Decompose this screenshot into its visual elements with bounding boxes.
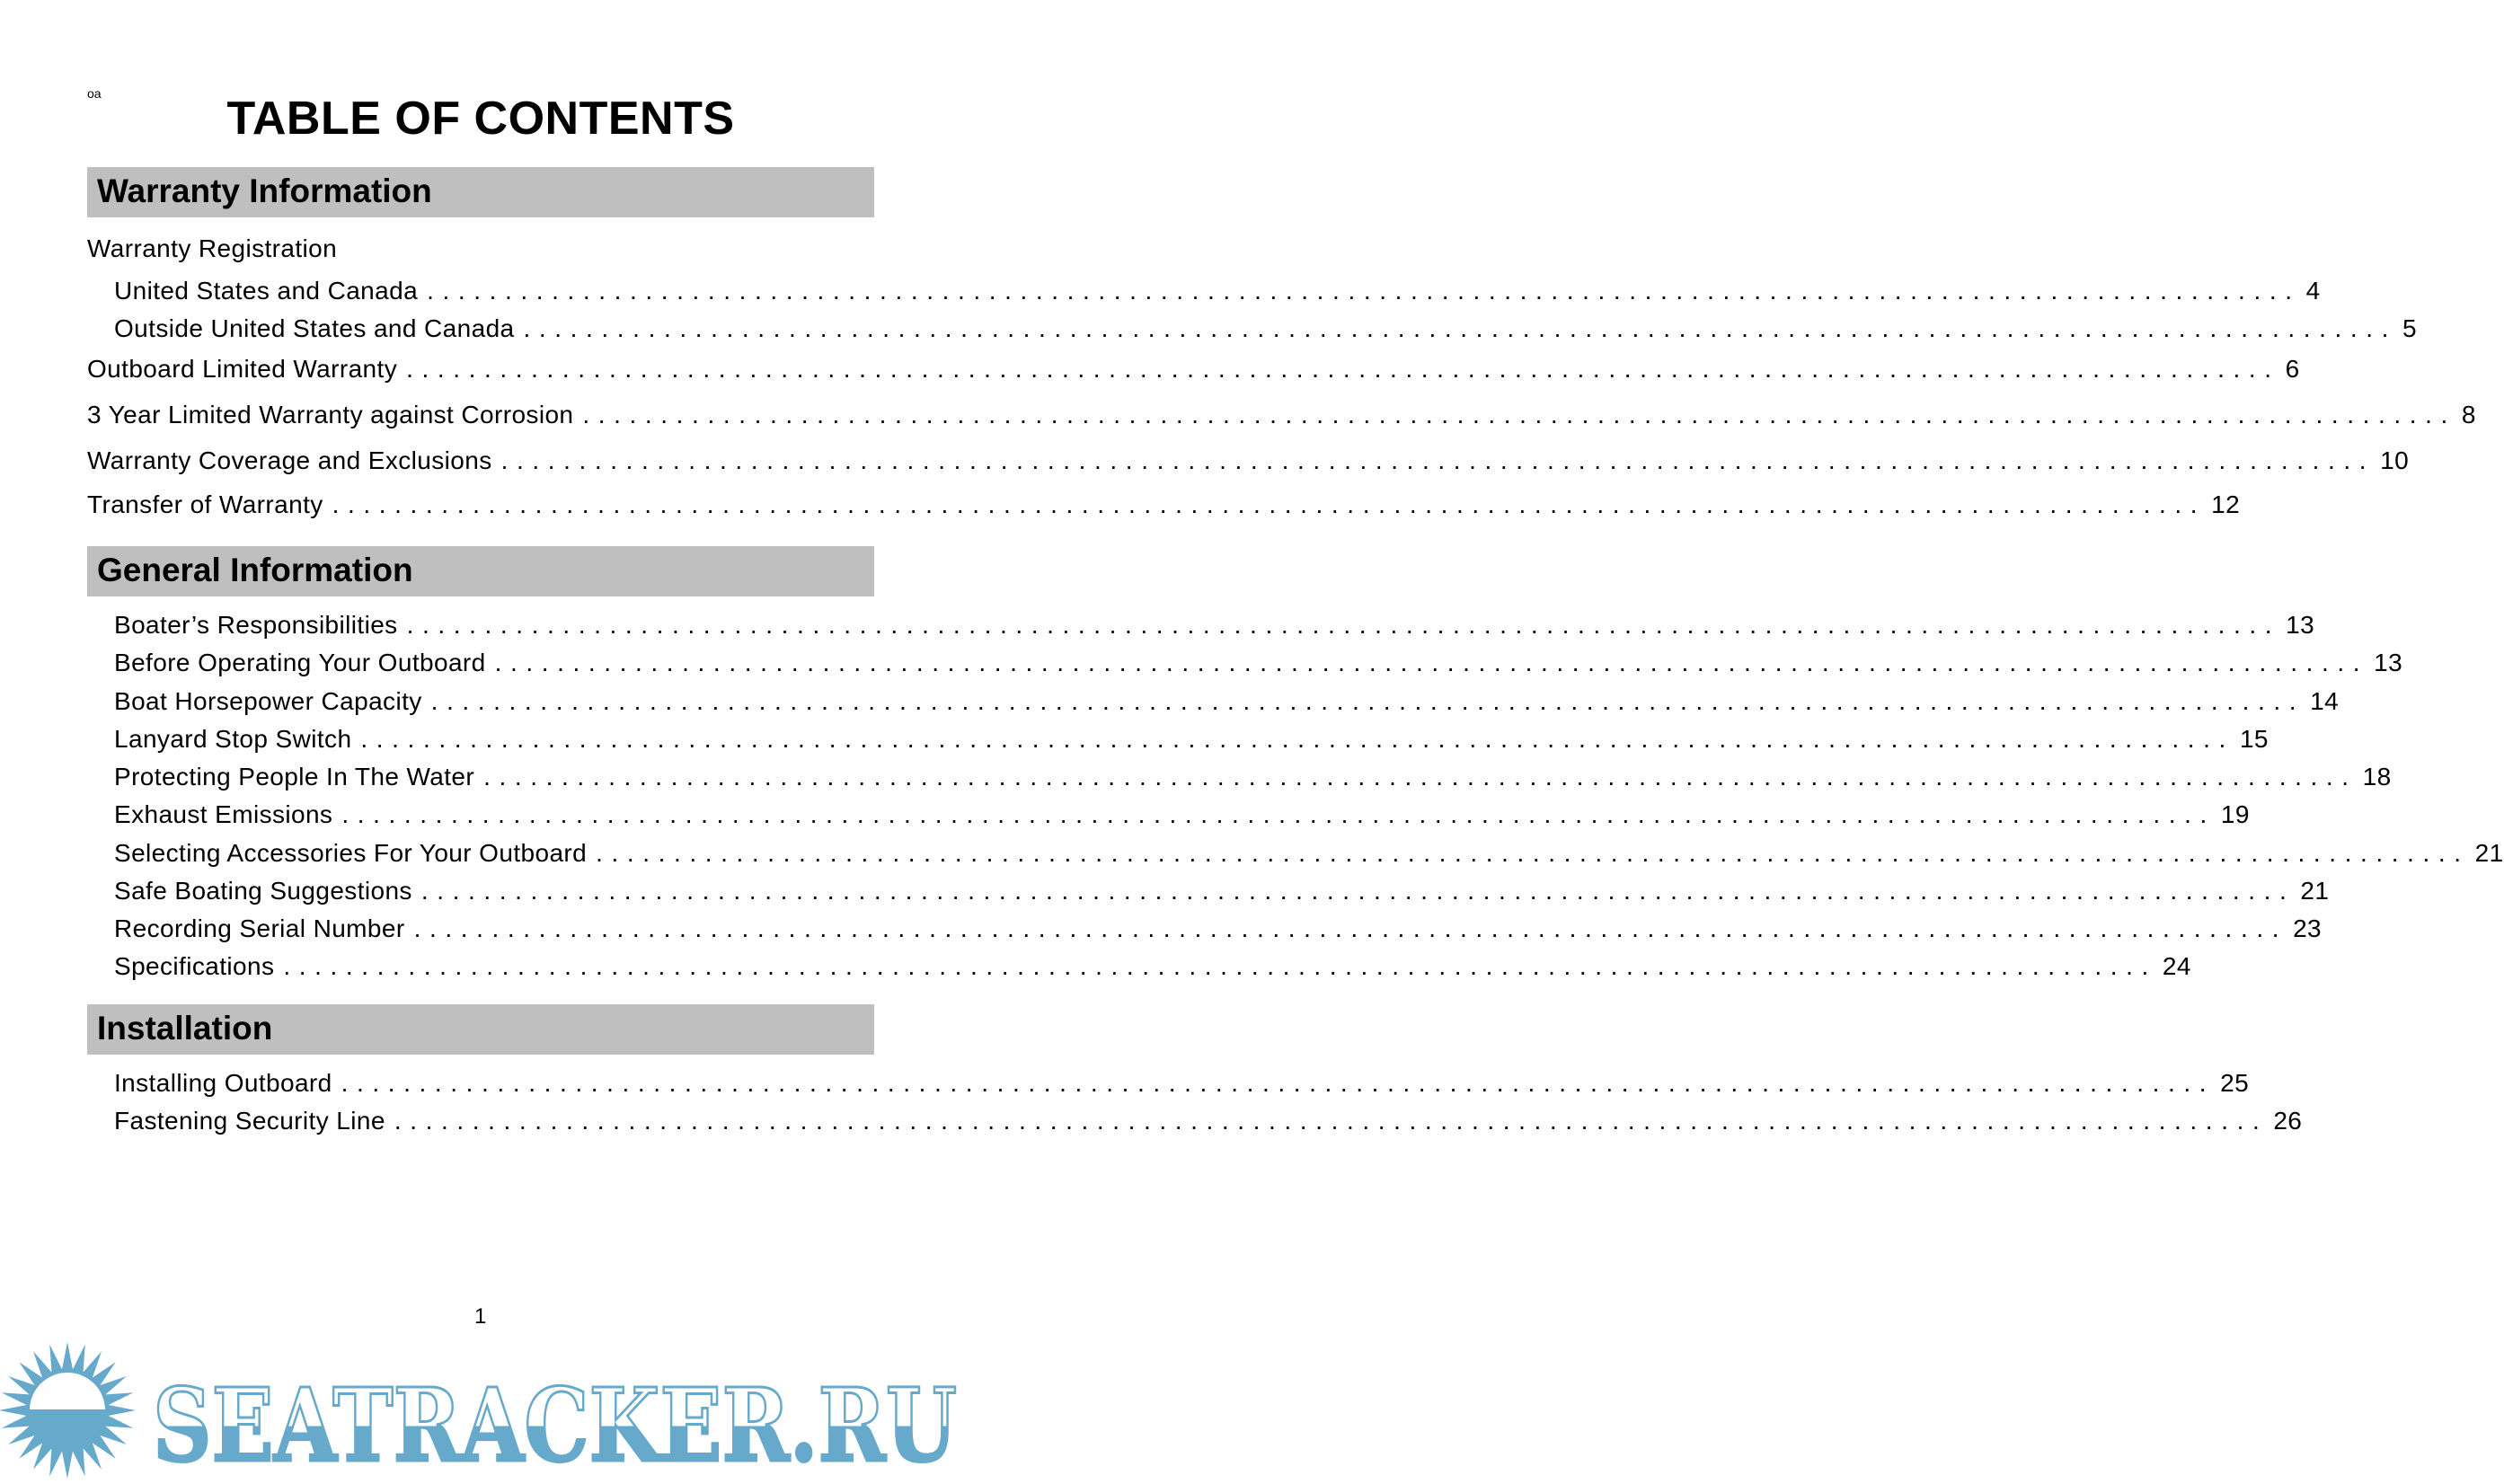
toc-entry[interactable]	[87, 446, 2410, 476]
dot-leader: ........................................................................................................................	[430, 687, 2305, 715]
dot-leader: ........................................................................................................................	[500, 446, 2376, 474]
toc-entry-label: Outside United States and Canada	[114, 314, 515, 342]
dot-leader: ........................................................................................................................	[427, 277, 2301, 305]
toc-entry-page: 24	[2162, 952, 2191, 980]
toc-entry-label: Protecting People In The Water	[114, 763, 475, 791]
toc-entry[interactable]	[114, 762, 2392, 792]
dot-leader: ........................................................................................................................	[332, 490, 2207, 518]
page-number: 1	[474, 1304, 487, 1329]
toc-entry-label: 3 Year Limited Warranty against Corrosion	[87, 401, 574, 428]
toc-entry-label: Specifications	[114, 952, 275, 980]
dot-leader: ........................................................................................................................	[494, 649, 2369, 676]
section-header	[87, 1004, 874, 1055]
dot-leader: ........................................................................................................................	[413, 914, 2288, 942]
toc-entry-page: 13	[2374, 649, 2403, 676]
toc-entry[interactable]	[87, 400, 2476, 430]
toc-entry-label: Lanyard Stop Switch	[114, 725, 352, 753]
toc-entry[interactable]	[114, 1068, 2250, 1099]
toc-entry-label: Outboard Limited Warranty	[87, 355, 398, 383]
toc-entry[interactable]	[114, 876, 2330, 906]
toc-entry-label: Transfer of Warranty	[87, 490, 323, 518]
dot-leader: ........................................................................................................................	[406, 611, 2281, 639]
page-title: TABLE OF CONTENTS	[226, 93, 735, 145]
toc-entry[interactable]	[114, 951, 2191, 982]
toc-entry-label: Exhaust Emissions	[114, 800, 333, 828]
toc-entry-label: Boat Horsepower Capacity	[114, 687, 422, 715]
toc-entry-page: 21	[2300, 877, 2330, 905]
section-header	[87, 546, 874, 596]
toc-entry-label: Before Operating Your Outboard	[114, 649, 486, 676]
dot-leader: ........................................................................................................................	[283, 952, 2157, 980]
toc-entry-page: 14	[2310, 687, 2340, 715]
toc-entry-label: Recording Serial Number	[114, 914, 405, 942]
dot-leader: ........................................................................................................................	[394, 1107, 2269, 1135]
toc-entry-page: 12	[2211, 490, 2241, 518]
toc-entry-page: 15	[2239, 725, 2269, 753]
toc-entry-page: 6	[2285, 355, 2300, 383]
toc-entry[interactable]	[114, 1106, 2303, 1136]
section-heading: Warranty Information	[97, 172, 432, 209]
toc-entry-page: 25	[2220, 1069, 2250, 1097]
dot-leader: ........................................................................................................................	[420, 877, 2296, 905]
toc-entry[interactable]	[114, 314, 2418, 344]
toc-entry-label: Installing Outboard	[114, 1069, 332, 1097]
dot-leader: ........................................................................................................................	[341, 1069, 2216, 1097]
toc-entry[interactable]	[114, 648, 2403, 678]
toc-entry-page: 13	[2286, 611, 2315, 639]
toc-entry-label: Selecting Accessories For Your Outboard	[114, 839, 588, 867]
seatracker-watermark-logo	[0, 1338, 970, 1484]
toc-entry[interactable]	[114, 276, 2321, 306]
toc-entry-label: Boater’s Responsibilities	[114, 611, 398, 639]
dot-leader: ........................................................................................................................	[360, 725, 2234, 753]
toc-entry-page: 4	[2305, 277, 2321, 305]
toc-entry[interactable]	[114, 914, 2323, 944]
toc-entry[interactable]	[87, 234, 874, 264]
toc-entry-page: 8	[2461, 401, 2476, 428]
dot-leader: ........................................................................................................................	[582, 401, 2456, 428]
toc-entry-page: 19	[2220, 800, 2250, 828]
toc-entry-label: Fastening Security Line	[114, 1107, 385, 1135]
toc-entry[interactable]	[114, 686, 2340, 717]
toc-entry-page: 18	[2362, 763, 2392, 791]
section-header	[87, 167, 874, 217]
toc-entry[interactable]	[114, 610, 2315, 640]
toc-entry[interactable]	[87, 490, 2241, 520]
toc-entry-label: Safe Boating Suggestions	[114, 877, 412, 905]
dot-leader: ........................................................................................................................	[596, 839, 2470, 867]
section-heading: Installation	[97, 1010, 273, 1047]
toc-entry-label: United States and Canada	[114, 277, 419, 305]
toc-entry-page: 5	[2402, 314, 2418, 342]
dot-leader: ........................................................................................................................	[406, 355, 2280, 383]
dot-leader: ........................................................................................................................	[341, 800, 2216, 828]
section-heading: General Information	[97, 552, 413, 588]
toc-entry-label: Warranty Registration	[87, 234, 338, 262]
toc-entry-page: 21	[2474, 839, 2504, 867]
toc-entry[interactable]	[114, 838, 2504, 869]
toc-entry[interactable]	[114, 799, 2250, 830]
svg-text:SEATRACKER.RU: SEATRACKER.RU	[153, 1367, 957, 1484]
dot-leader: ........................................................................................................................	[483, 763, 2358, 791]
toc-entry[interactable]	[87, 354, 2300, 384]
dot-leader: ........................................................................................................................	[523, 314, 2398, 342]
toc-entry-page: 26	[2273, 1107, 2303, 1135]
toc-entry-page: 23	[2293, 914, 2323, 942]
corner-mark: oa	[87, 86, 102, 101]
toc-entry[interactable]	[114, 724, 2269, 755]
toc-entry-label: Warranty Coverage and Exclusions	[87, 446, 492, 474]
toc-entry-page: 10	[2380, 446, 2410, 474]
sun-icon	[0, 1342, 136, 1479]
